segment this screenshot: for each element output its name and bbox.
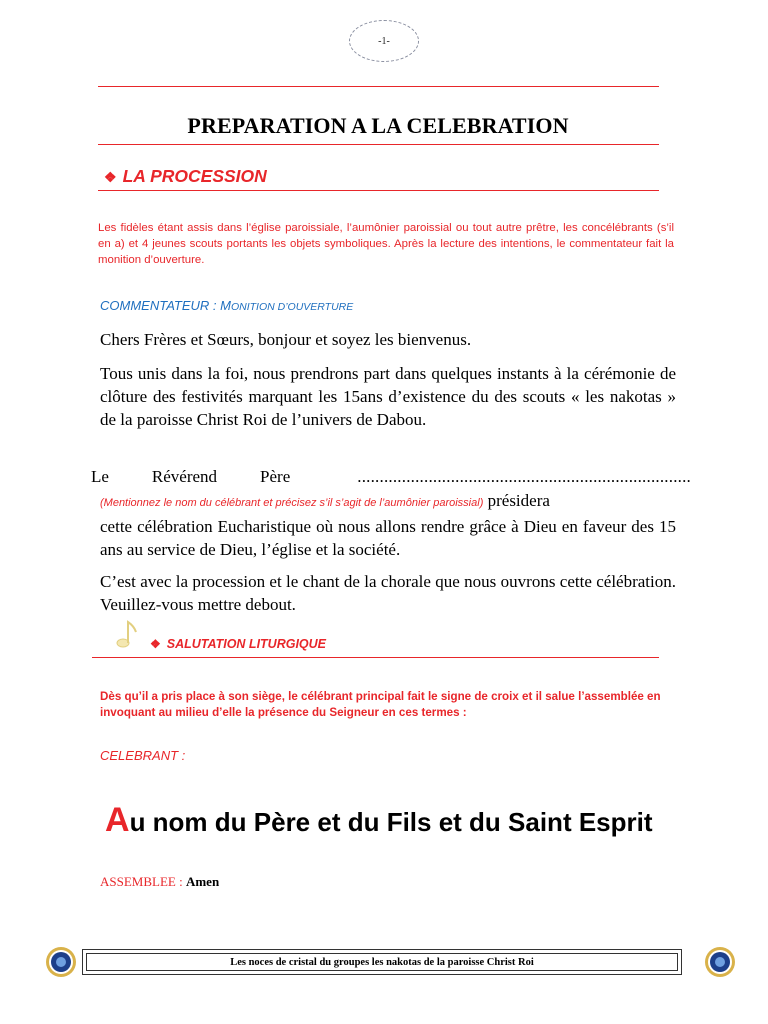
title-divider	[98, 144, 659, 145]
header-divider	[98, 86, 659, 87]
paragraph-procession: C’est avec la procession et le chant de la chorale que nous ouvrons cette célébration. Veuillez-vous mettre debout.	[100, 572, 676, 614]
reverend-line: Le Révérend Père ...........................................................................	[91, 467, 691, 486]
section-heading-procession: ❖ LA PROCESSION	[104, 166, 267, 186]
page-title: PREPARATION A LA CELEBRATION	[187, 113, 569, 138]
salutation-divider	[92, 657, 659, 658]
role-celebrant: CELEBRANT :	[100, 748, 186, 763]
celebrant-verse: Au nom du Père et du Fils et du Saint Esprit	[105, 801, 653, 839]
scout-seal-icon	[45, 946, 77, 978]
section-heading-salutation: ❖ SALUTATION LITURGIQUE	[150, 637, 327, 651]
music-note-icon	[114, 618, 140, 650]
paragraph-greeting: Chers Frères et Sœurs, bonjour et soyez les bienvenus.	[100, 330, 472, 349]
mention-instruction: (Mentionnez le nom du célébrant et précisez s’il s’agit de l’aumônier paroissial)	[100, 497, 484, 509]
footer-banner	[82, 949, 682, 975]
paragraph-presidera: (Mentionnez le nom du célébrant et précisez s’il s’agit de l’aumônier paroissial) présidera cette célébration Eucharistique où nous allons rendre grâce à Dieu en faveur des 15 ans au service de Dieu, l’église et la société.	[100, 491, 676, 559]
procession-divider	[98, 190, 659, 191]
page-number: -1-	[349, 20, 419, 62]
assembly-response: ASSEMBLEE : Amen	[100, 874, 220, 889]
salutation-instruction: Dès qu’il a pris place à son siège, le célébrant principal fait le signe de croix et il salue l’assemblée en invoquant au milieu d’elle la présence du Seigneur en ces termes :	[100, 690, 661, 719]
diamond-icon: ❖	[150, 637, 161, 651]
role-commentateur: COMMENTATEUR : MONITION D’OUVERTURE	[100, 298, 354, 313]
diamond-icon: ❖	[104, 169, 117, 185]
paragraph-intro: Tous unis dans la foi, nous prendrons part dans quelques instants à la cérémonie de clôture des festivités marquant les 15ans d’existence du des scouts « les nakotas » de la paroisse Christ Roi de l’univers de Dabou.	[100, 364, 676, 429]
footer-text: Les noces de cristal du groupes les nakotas de la paroisse Christ Roi	[86, 953, 678, 971]
scout-seal-icon	[704, 946, 736, 978]
verse-initial: A	[105, 801, 130, 839]
procession-instruction: Les fidèles étant assis dans l’église paroissiale, l’aumônier paroissial ou tout autre prêtre, les concélébrants (s’il en a) et 4 jeunes scouts portants les objets symboliques. Après la lecture des intentions, le commentateur fait la monition d’ouverture.	[98, 222, 674, 266]
